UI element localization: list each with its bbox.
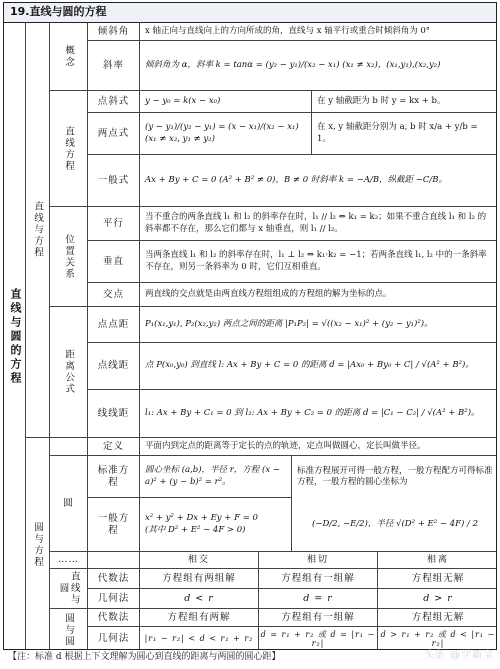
cc-algebra-intersect: 方程组有两解 [140,609,259,627]
center-radius-formula: (−D/2, −E/2)，半径 √(D² + E² − 4F) / 2 [292,498,497,552]
cc-geometry-intersect: |r₁ − r₂| < d < r₁ + r₂ [140,627,259,650]
two-point-equation: (y − y₁)/(y₂ − y₁) = (x − x₁)/(x₂ − x₁) (x₁ ≠ x₂, y₁ ≠ y₂) [140,113,312,155]
line-section-label: 直线与方程 [26,23,50,438]
distance-group-label: 距离公式 [50,307,88,438]
header-separate: 相离 [378,552,497,569]
lc-algebra-separate: 方程组无解 [378,569,497,589]
header-intersect: 相交 [140,552,259,569]
position-group-label: 位置关系 [50,207,88,307]
line-line-formula: l₁: Ax + By + C₁ = 0 到 l₂: Ax + By + C₂ = 0 的距离 d = |C₁ − C₂| / √(A² + B²)。 [140,390,497,438]
relation-ellipsis: …… [50,552,88,569]
angle-label: 倾斜角 [88,23,140,41]
header-tangent: 相切 [259,552,378,569]
circle-definition: 平面内到定点的距离等于定长的点的轨迹，定点叫做圆心，定长叫做半径。 [140,438,497,456]
perpendicular-label: 垂直 [88,241,140,283]
two-point-note: 在 x, y 轴截距分别为 a, b 时 x/a + y/b = 1。 [312,113,497,155]
definition-label: 定义 [88,438,140,456]
section-title: 19.直线与圆的方程 [4,3,496,23]
line-forms-group-label: 直线方程 [50,91,88,207]
line-circle-label: 直线与圆 [50,569,88,609]
lc-algebra-tangent: 方程组有一组解 [259,569,378,589]
general-form-label: 一般式 [88,155,140,207]
lc-algebra-intersect: 方程组有两组解 [140,569,259,589]
point-line-formula: 点 P(x₀,y₀) 到直线 l: Ax + By + C = 0 的距离 d = |Ax₀ + By₀ + C| / √(A² + B²)。 [140,343,497,390]
lc-geometry-separate: d > r [378,589,497,609]
line-line-label: 线线距 [88,390,140,438]
circle-circle-label: 圆与圆 [50,609,88,650]
cc-algebra-tangent: 方程组有一组解 [259,609,378,627]
circle-group-label: 圆 [50,456,88,552]
intersection-label: 交点 [88,283,140,307]
point-point-formula: P₁(x₁,y₁), P₂(x₂,y₂) 两点之间的距离 |P₁P₂| = √((x₂ − x₁)² + (y₂ − y₁)²)。 [140,307,497,343]
two-point-label: 两点式 [88,113,140,155]
lc-geometry-label: 几何法 [88,589,140,609]
point-slope-label: 点斜式 [88,91,140,113]
slope-definition: 倾斜角为 α，斜率 k = tanα = (y₂ − y₁)/(x₂ − x₁) (x₁ ≠ x₂)，(x₁,y₁),(x₂,y₂) [140,41,497,91]
footnote: 【注：标准 d 根据上下文理解为圆心到直线的距离与两圆的圆心距】 [8,652,281,662]
point-slope-equation: y − y₀ = k(x − x₀) [140,91,312,113]
cc-geometry-tangent: d = r₁ + r₂ 或 d = |r₁ − r₂| [259,627,378,650]
point-point-label: 点点距 [88,307,140,343]
concept-group-label: 概念 [50,23,88,91]
cc-algebra-label: 代数法 [88,609,140,627]
parallel-label: 平行 [88,207,140,241]
standard-eq-label: 标准方程 [88,456,140,498]
standard-eq-text: 圆心坐标 (a,b)，半径 r，方程 (x − a)² + (y − b)² = r²。 [140,456,292,498]
intersection-text: 两直线的交点就是由两直线方程组组成的方程组的解为坐标的点。 [140,283,497,307]
general-eq-formula: x² + y² + Dx + Ey + F = 0 [145,513,258,524]
cc-geometry-label: 几何法 [88,627,140,650]
angle-definition: x 轴正向与直线向上的方向所成的角，直线与 x 轴平行或重合时倾斜角为 0° [140,23,497,41]
definition-spacer [50,438,88,456]
slope-label: 斜率 [88,41,140,91]
main-topic-label: 直线与圆的方程 [4,23,26,650]
lc-geometry-intersect: d < r [140,589,259,609]
cc-geometry-separate: d > r₁ + r₂ 或 d < |r₁ − r₂| [380,629,496,648]
formula-table [3,2,497,650]
cc-algebra-separate: 方程组无解 [378,609,497,627]
watermark: 头条 @学霸宝 [423,650,494,661]
general-eq-condition: (其中 D² + E² − 4F > 0) [145,524,246,535]
relation-header-spacer [88,552,140,569]
general-form-equation: Ax + By + C = 0 (A² + B² ≠ 0)，B ≠ 0 时斜率 k = −A/B，纵截距 −C/B。 [140,155,497,207]
general-eq-text [140,498,292,552]
general-eq-label: 一般方程 [88,498,140,552]
conversion-note: 标准方程展开可得一般方程，一般方程配方可得标准方程，一般方程的圆心坐标为 [297,465,493,487]
point-slope-note: 在 y 轴截距为 b 时 y = kx + b。 [312,91,497,113]
lc-algebra-label: 代数法 [88,569,140,589]
point-line-label: 点线距 [88,343,140,390]
parallel-text: 当不重合的两条直线 l₁ 和 l₂ 的斜率存在时，l₁ // l₂ ⇔ k₁ = k₂；如果不重合直线 l₁ 和 l₂ 的斜率都不存在，那么它们都与 x 轴垂直，则 l₁ // l₂。 [140,207,497,241]
circle-section-label: 圆与方程 [26,438,50,650]
perpendicular-text: 当两条直线 l₁ 和 l₂ 的斜率存在时，l₁ ⊥ l₂ ⇔ k₁·k₂ = −1；若两条直线 l₁, l₂ 中的一条斜率不存在，则另一条斜率为 0 时，它们互相垂直。 [140,241,497,283]
lc-geometry-tangent: d = r [259,589,378,609]
